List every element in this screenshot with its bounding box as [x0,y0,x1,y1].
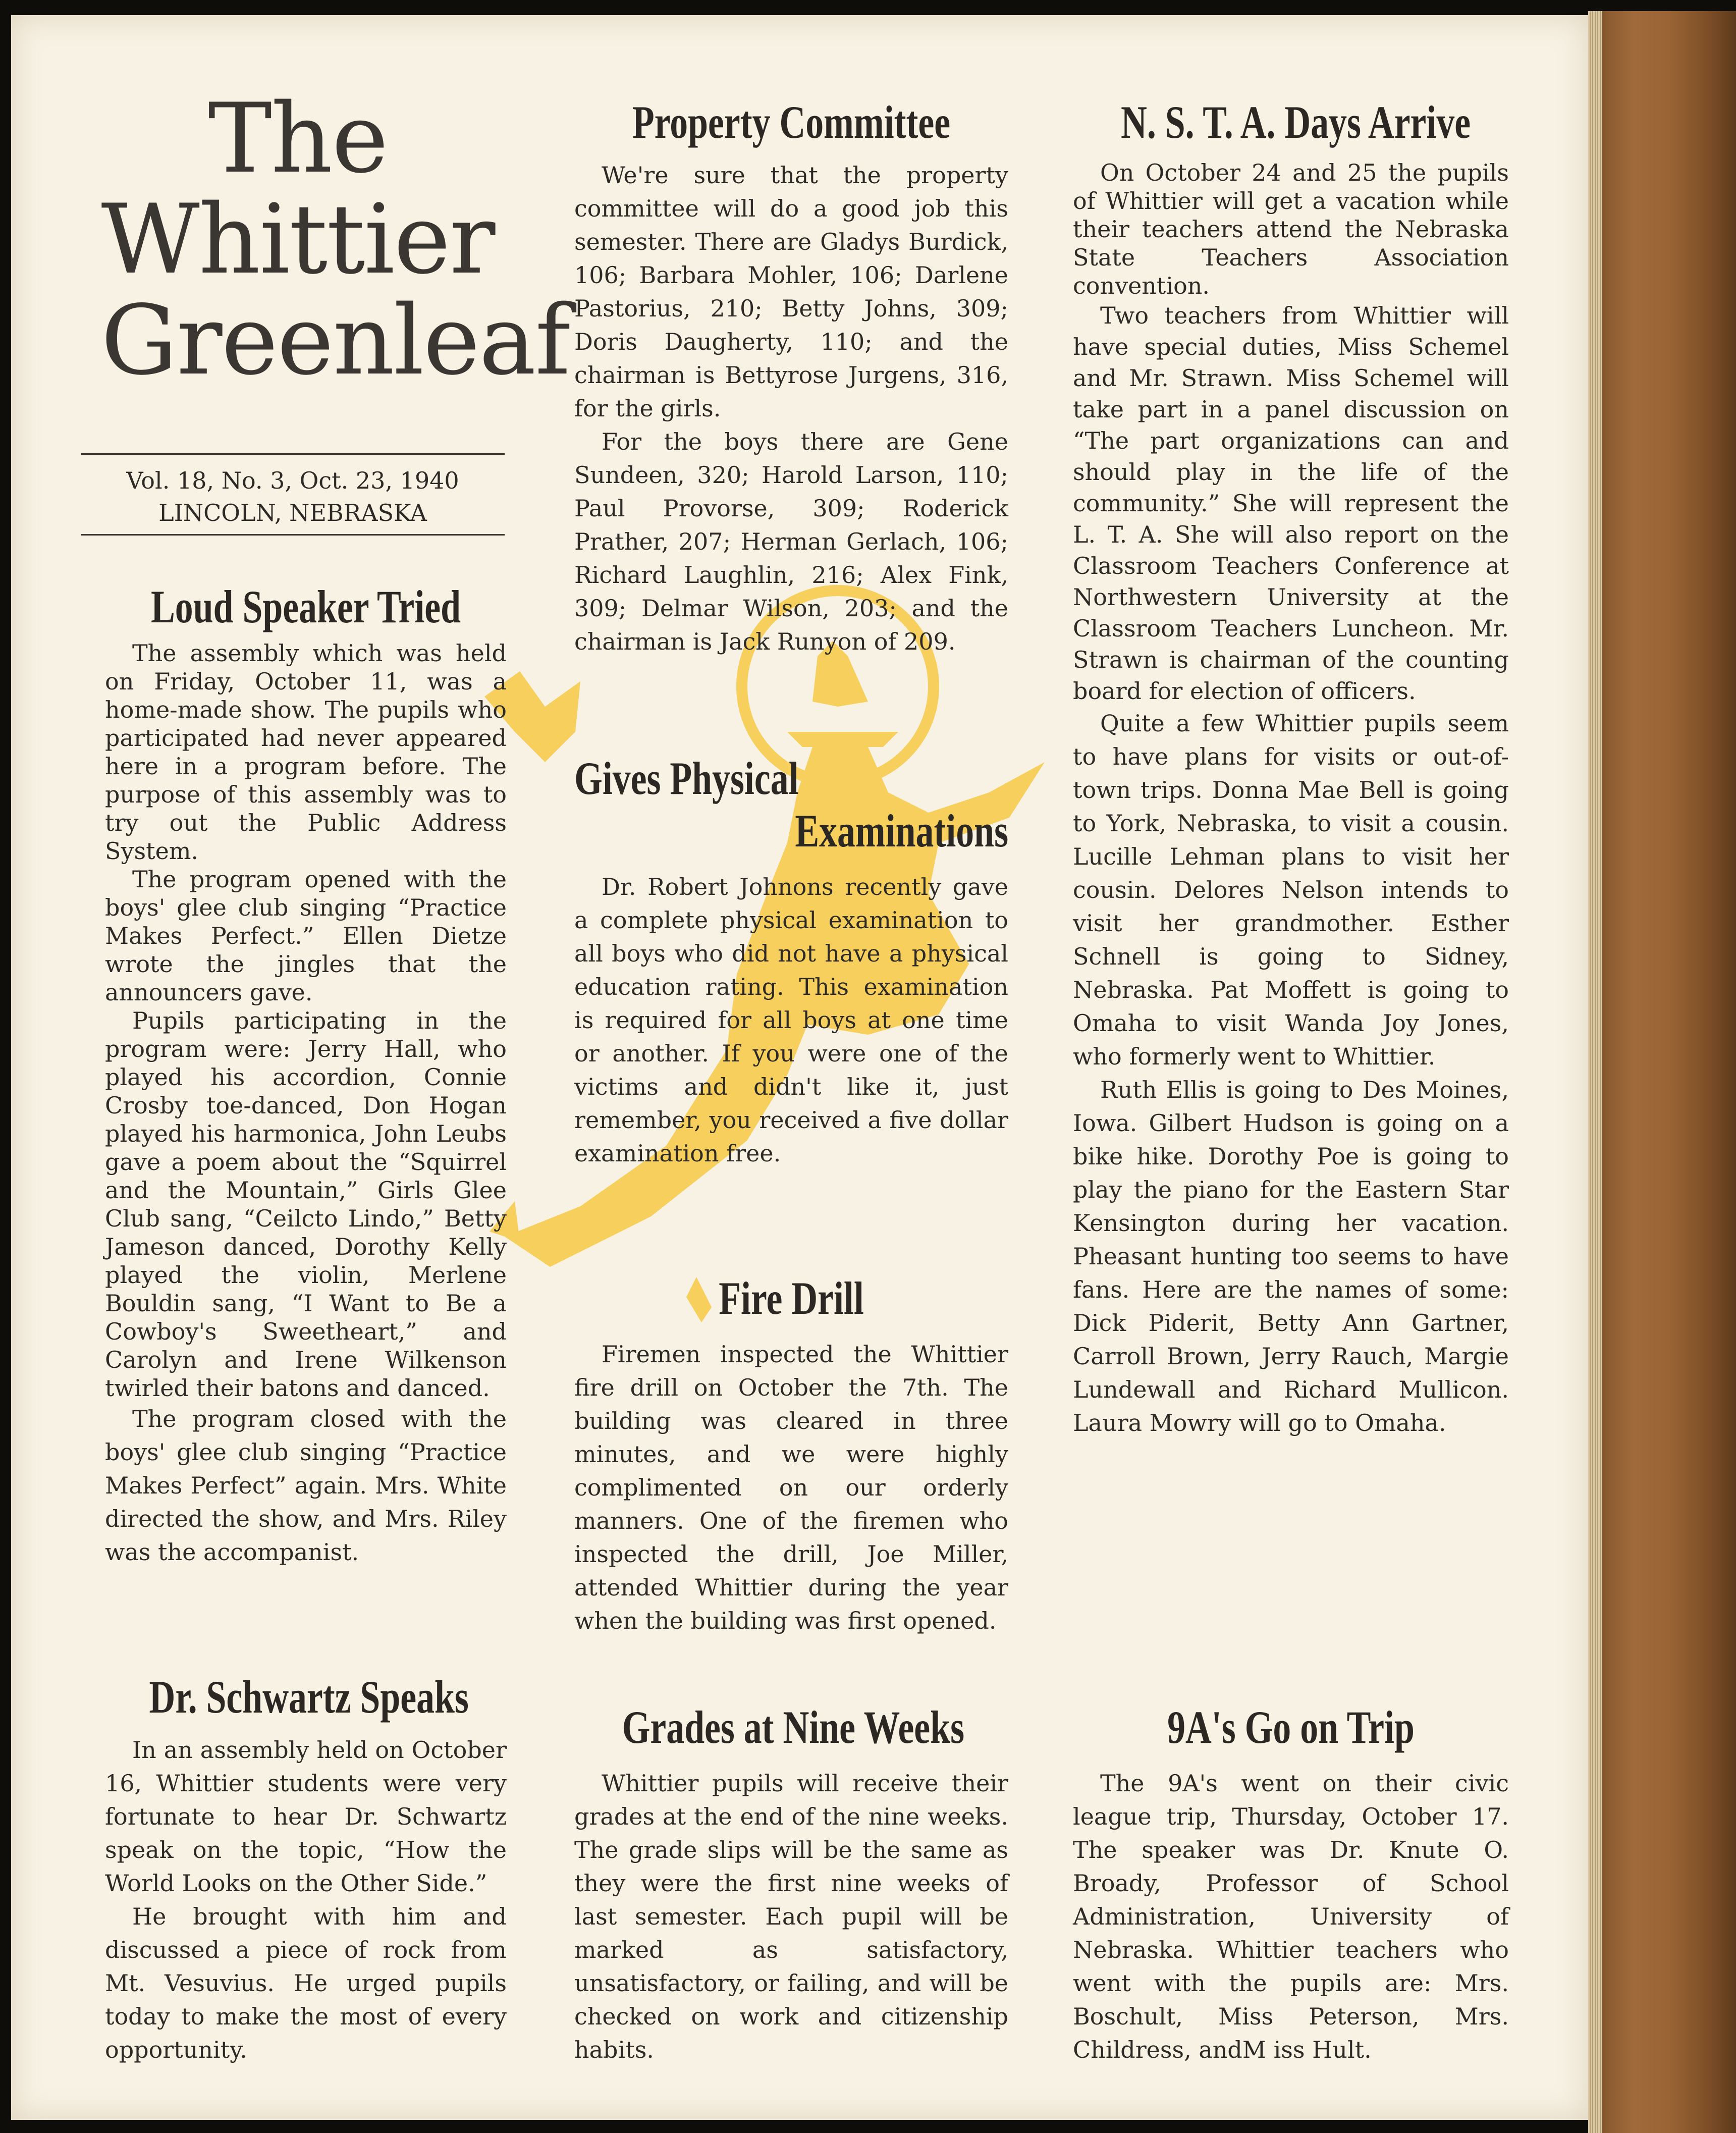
headline: 9A's Go on Trip [1167,1701,1415,1753]
paragraph: The 9A's went on their civic league trip, Thursday, October 17. The speaker was Dr. Knute O. Broady, Professor of School Administration, University of Nebraska. Whittier teachers who went with the pupils are: Mrs. Boschult, Miss Peterson, Mrs. Childress, andM iss Hult. [1073,1770,1509,2063]
paragraph: For the boys there are Gene Sundeen, 320; Harold Larson, 110; Paul Provorse, 309; Roderick Prather, 207; Herman Gerlach, 106; Richard Laughlin, 216; Alex Fink, 309; Delmar Wilson, 203; and the chairman is Jack Runyon of 209. [574,428,1008,655]
paragraph: Pupils participating in the program were: Jerry Hall, who played his accordion, Connie Crosby toe-danced, Don Hogan played his harmonica, John Leubs gave a poem about the “Squirrel and the Mountain,” Girls Glee Club sang, “Ceilcto Lindo,” Betty Jameson danced, Dorothy Kelly played the violin, Merlene Bouldin sang, “I Want to Be a Cowboy's Sweetheart,” and Carolyn and Irene Wilkenson twirled their batons and danced. [105,1007,507,1402]
article-schwartz [105,1671,507,2066]
headline: N. S. T. A. Days Arrive [1121,96,1471,148]
page-edges [1588,11,1602,2133]
masthead-line-3: Greenleaf [101,285,570,396]
masthead-rule-bottom [81,534,505,536]
article-nsta [1073,96,1509,1439]
masthead-rule-top [81,453,505,455]
place-line: LINCOLN, NEBRASKA [158,499,427,526]
paragraph: Quite a few Whittier pupils seem to have plans for visits or out-of-town trips. Donna Mae Bell is going to York, Nebraska, to visit a cousin. Lucille Lehman plans to visit her cousin. Delores Nelson intends to visit her grandmother. Esther Schnell is going to Sidney, Nebraska. Pat Moffett is going to Omaha to visit Wanda Joy Jones, who formerly went to Whittier. [1073,710,1509,1070]
paragraph: The program closed with the boys' glee club singing “Practice Makes Perfect” again. Mrs. White directed the show, and Mrs. Riley was the accompanist. [105,1405,507,1566]
headline: Grades at Nine Weeks [622,1701,964,1753]
volume-line: Vol. 18, No. 3, Oct. 23, 1940 [126,467,459,494]
headline: Dr. Schwartz Speaks [149,1671,469,1723]
paragraph: Firemen inspected the Whittier fire drill on October the 7th. The building was cleared in three minutes, and we were highly complimented on our orderly manners. One of the firemen who inspected the drill, Joe Miller, attended Whittier during the year when the building was first opened. [574,1341,1008,1634]
paragraph: Whittier pupils will receive their grades at the end of the nine weeks. The grade slips will be the same as they were the first nine weeks of last semester. Each pupil will be marked as satisfactory, unsatisfactory, or failing, and will be checked on work and citizenship habits. [574,1770,1008,2063]
book-spine [1588,11,1736,2133]
masthead-line-1: The [208,83,388,194]
paragraph: The program opened with the boys' glee club singing “Practice Makes Perfect.” Ellen Dietze wrote the jingles that the announcers gave. [105,866,507,1006]
masthead-line-2: Whittier [101,184,495,295]
article-property-committee [574,96,1008,658]
headline-line-1: Gives Physical [574,753,799,804]
article-physical-examinations [574,752,1008,1170]
headline: Loud Speaker Tried [150,581,461,632]
paragraph: On October 24 and 25 the pupils of Whittier will get a vacation while their teachers attend the Nebraska State Teachers Association convention. [1073,159,1509,299]
paragraph: In an assembly held on October 16, Whittier students were very fortunate to hear Dr. Schwartz speak on the topic, “How the World Looks on the Other Side.” [105,1736,507,1897]
paragraph: The assembly which was held on Friday, October 11, was a home-made show. The pupils who participated had never appeared here in a program before. The purpose of this assembly was to try out the Public Address System. [105,639,507,865]
headline: Fire Drill [719,1272,864,1324]
paragraph: Ruth Ellis is going to Des Moines, Iowa. Gilbert Hudson is going on a bike hike. Dorothy Poe is going to play the piano for the Eastern Star Kensington during her vacation. Pheasant hunting too seems to have fans. Here are the names of some: Dick Piderit, Betty Ann Gartner, Carroll Brown, Jerry Rauch, Margie Lundewall and Richard Mullicon. Laura Mowry will go to Omaha. [1073,1076,1509,1436]
paragraph: We're sure that the property committee will do a good job this semester. There are Gladys Burdick, 106; Barbara Mohler, 106; Darlene Pastorius, 210; Betty Johns, 309; Doris Daugherty, 110; and the chairman is Bettyrose Jurgens, 316, for the girls. [574,162,1008,422]
paragraph: Two teachers from Whittier will have special duties, Miss Schemel and Mr. Strawn. Miss Schemel will take part in a panel discussion on “The part organizations can and should play in the life of the community.” She will represent the L. T. A. She will also report on the Classroom Teachers Conference at Northwestern University at the Classroom Teachers Luncheon. Mr. Strawn is chairman of the counting board for election of officers. [1073,302,1509,705]
issue-info [81,464,505,529]
article-loud-speaker [105,580,507,1569]
article-fire-drill [574,1272,1008,1637]
headline: Property Committee [632,96,951,148]
paragraph: Dr. Robert Johnons recently gave a complete physical examination to all boys who did not have a physical education rating. This examination is required for all boys at one time or another. If you were one of the victims and didn't like it, just remember, you received a five dollar examination free. [574,873,1008,1167]
headline-line-2: Examinations [795,805,1008,857]
article-grades [574,1701,1008,2066]
masthead [101,83,570,396]
article-9a-trip [1073,1701,1509,2066]
paragraph: He brought with him and discussed a piece of rock from Mt. Vesuvius. He urged pupils today to make the most of every opportunity. [105,1903,507,2063]
